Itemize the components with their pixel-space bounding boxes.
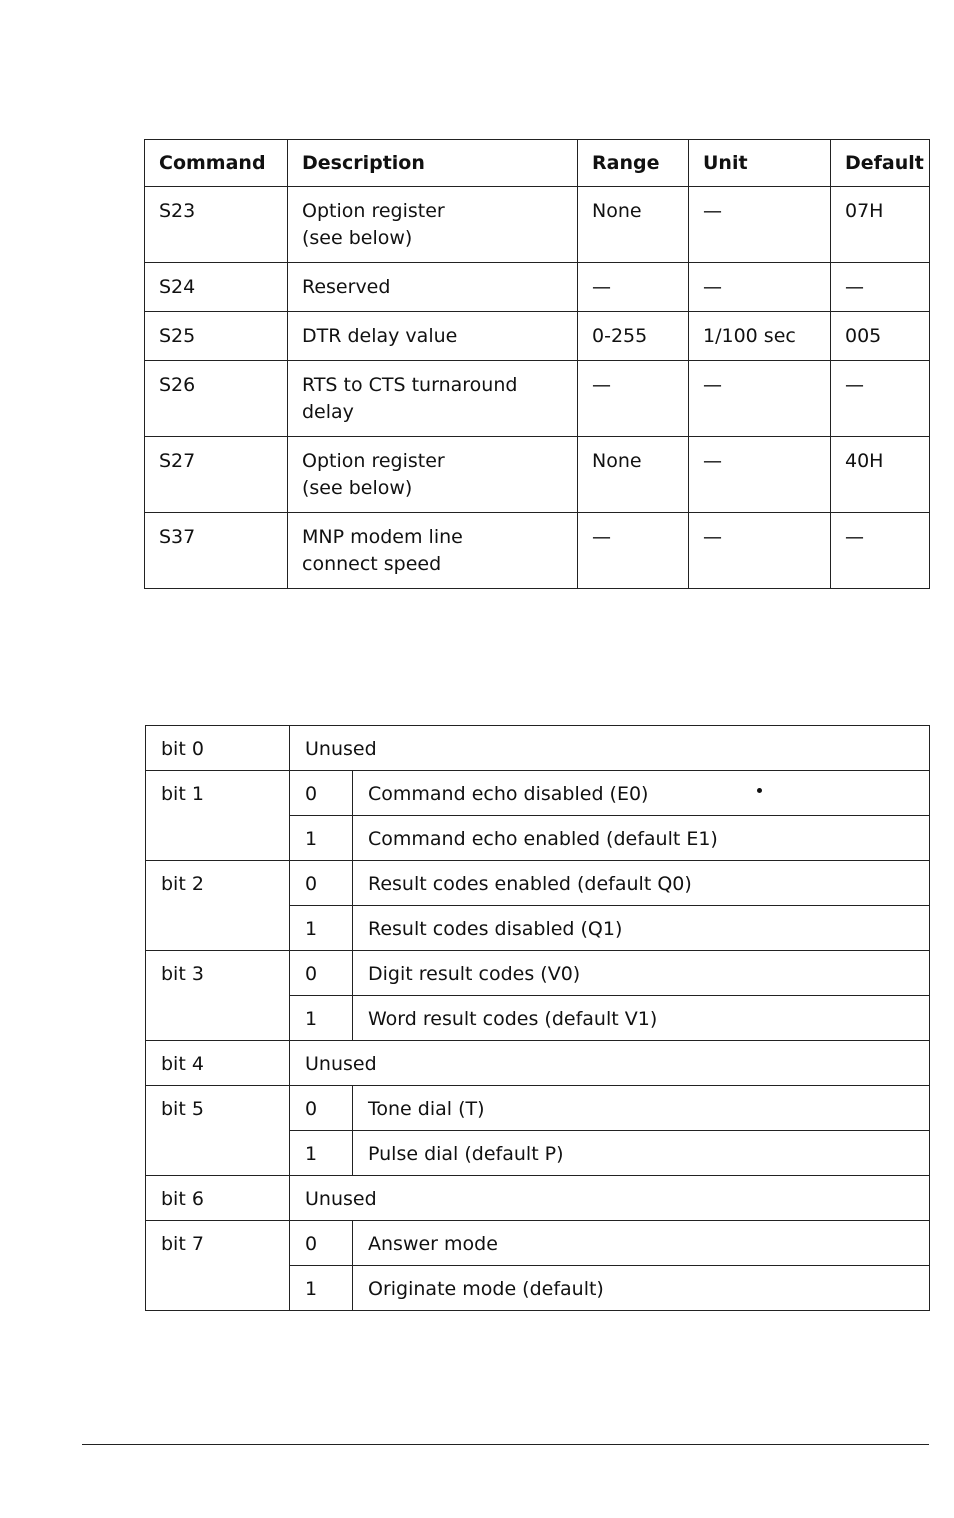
bit-value-cell: 0	[290, 1221, 353, 1266]
table-row	[145, 513, 930, 589]
range-cell: —	[578, 263, 689, 312]
table-row	[145, 361, 930, 437]
table-row	[146, 771, 930, 816]
unit-cell: 1/100 sec	[689, 312, 831, 361]
bit-value-cell: 0	[290, 1086, 353, 1131]
bit-value-cell: 0	[290, 771, 353, 816]
table-row	[146, 1041, 930, 1086]
description-cell: Reserved	[288, 263, 578, 312]
bit-value-cell: 1	[290, 816, 353, 861]
bit-label-cell: bit 6	[146, 1176, 290, 1221]
table-row	[146, 726, 930, 771]
range-cell: None	[578, 437, 689, 513]
table-row	[146, 861, 930, 906]
default-cell: 005	[831, 312, 930, 361]
column-header-range: Range	[578, 140, 689, 187]
command-cell: S37	[145, 513, 288, 589]
command-cell: S26	[145, 361, 288, 437]
table-row	[145, 312, 930, 361]
range-cell: None	[578, 187, 689, 263]
unit-cell: —	[689, 263, 831, 312]
footer-rule	[82, 1444, 929, 1445]
unused-cell: Unused	[290, 1176, 930, 1221]
table-row	[145, 437, 930, 513]
default-cell: 40H	[831, 437, 930, 513]
default-cell: 07H	[831, 187, 930, 263]
column-header-description: Description	[288, 140, 578, 187]
bit-meaning-cell: Command echo enabled (default E1)	[353, 816, 930, 861]
range-cell: 0-255	[578, 312, 689, 361]
description-cell: DTR delay value	[288, 312, 578, 361]
column-header-unit: Unit	[689, 140, 831, 187]
unused-cell: Unused	[290, 1041, 930, 1086]
bit-value-cell: 0	[290, 951, 353, 996]
default-cell: —	[831, 361, 930, 437]
table-row	[145, 263, 930, 312]
bit-meaning-cell: Originate mode (default)	[353, 1266, 930, 1311]
default-cell: —	[831, 263, 930, 312]
column-header-default: Default	[831, 140, 930, 187]
bit-meaning-cell: Digit result codes (V0)	[353, 951, 930, 996]
command-cell: S23	[145, 187, 288, 263]
description-cell: Option register (see below)	[288, 437, 578, 513]
command-cell: S25	[145, 312, 288, 361]
unused-cell: Unused	[290, 726, 930, 771]
bit-value-cell: 1	[290, 1131, 353, 1176]
unit-cell: —	[689, 437, 831, 513]
bit-label-cell: bit 7	[146, 1221, 290, 1311]
table-row	[145, 187, 930, 263]
bit-meaning-cell: Pulse dial (default P)	[353, 1131, 930, 1176]
unit-cell: —	[689, 187, 831, 263]
unit-cell: —	[689, 513, 831, 589]
bit-label-cell: bit 0	[146, 726, 290, 771]
description-cell: RTS to CTS turnaround delay	[288, 361, 578, 437]
bit-meaning-cell: Tone dial (T)	[353, 1086, 930, 1131]
bit-meaning-cell: Command echo disabled (E0)	[353, 771, 930, 816]
range-cell: —	[578, 361, 689, 437]
bit-value-cell: 1	[290, 1266, 353, 1311]
bit-value-cell: 1	[290, 906, 353, 951]
bit-meaning-cell: Answer mode	[353, 1221, 930, 1266]
unit-cell: —	[689, 361, 831, 437]
bit-meaning-cell: Result codes enabled (default Q0)	[353, 861, 930, 906]
description-cell: Option register (see below)	[288, 187, 578, 263]
command-cell: S24	[145, 263, 288, 312]
table-header-row	[145, 140, 930, 187]
bit-label-cell: bit 3	[146, 951, 290, 1041]
bit-label-cell: bit 2	[146, 861, 290, 951]
default-cell: —	[831, 513, 930, 589]
bit-meaning-cell: Result codes disabled (Q1)	[353, 906, 930, 951]
table-row	[146, 1221, 930, 1266]
column-header-command: Command	[145, 140, 288, 187]
bit-label-cell: bit 5	[146, 1086, 290, 1176]
s-register-table	[144, 139, 930, 589]
bit-label-cell: bit 4	[146, 1041, 290, 1086]
table-row	[146, 951, 930, 996]
description-cell: MNP modem line connect speed	[288, 513, 578, 589]
range-cell: —	[578, 513, 689, 589]
bit-option-table	[145, 725, 930, 1311]
table-row	[146, 1176, 930, 1221]
table-row	[146, 1086, 930, 1131]
bit-value-cell: 0	[290, 861, 353, 906]
bit-value-cell: 1	[290, 996, 353, 1041]
command-cell: S27	[145, 437, 288, 513]
bit-meaning-cell: Word result codes (default V1)	[353, 996, 930, 1041]
bit-label-cell: bit 1	[146, 771, 290, 861]
stray-dot-mark	[757, 788, 762, 793]
